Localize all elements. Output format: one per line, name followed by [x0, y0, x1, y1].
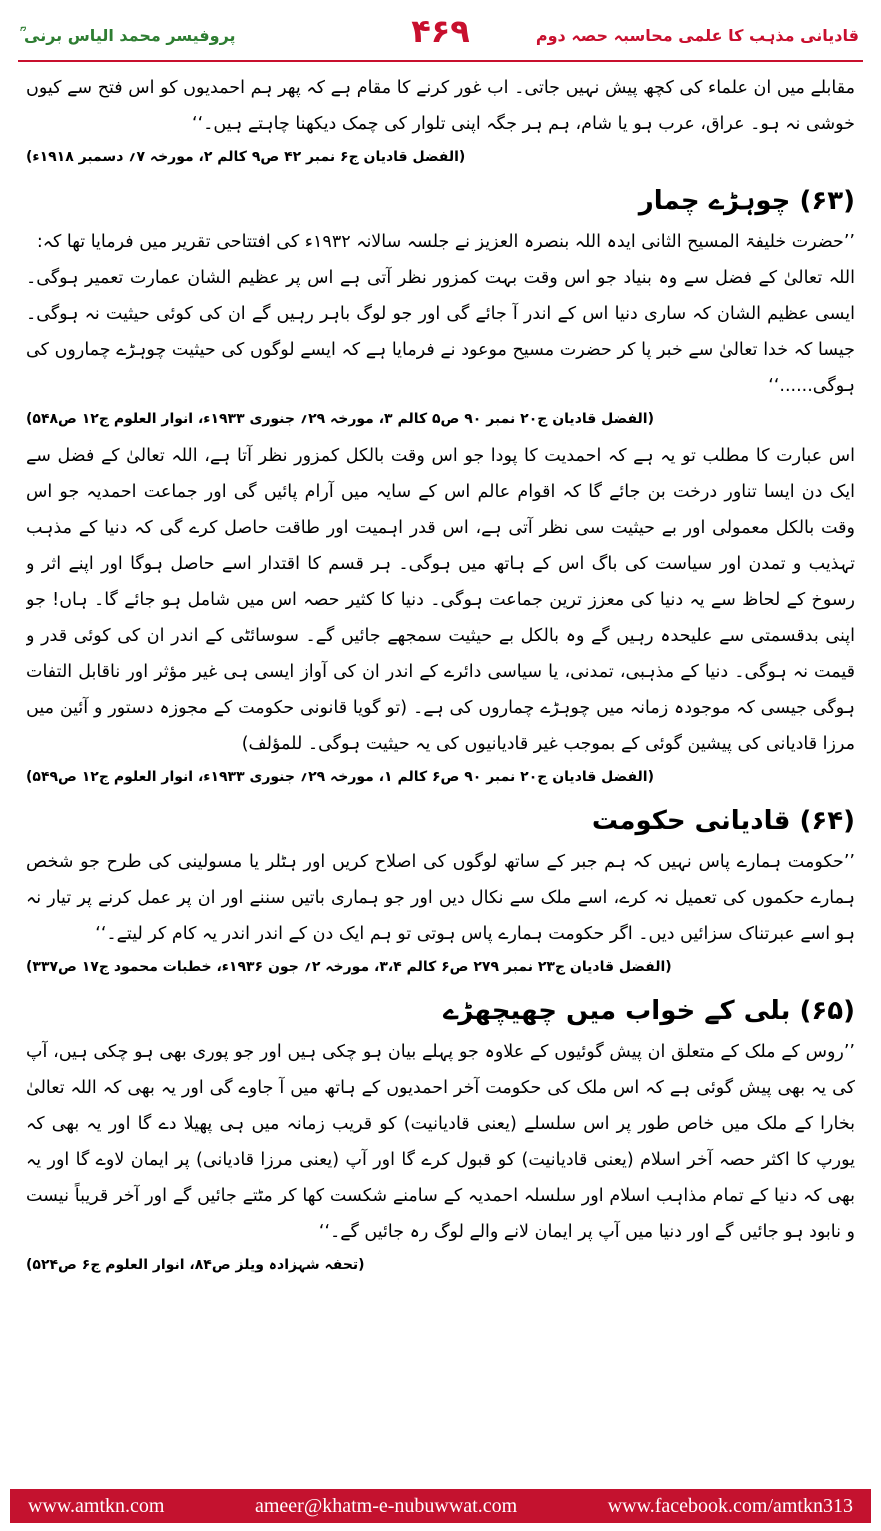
section-heading-65 — [26, 990, 855, 1032]
page-header — [18, 6, 863, 62]
facebook-link[interactable]: www.facebook.com/amtkn313 — [607, 1494, 853, 1517]
section-64-quote: ’’حکومت ہمارے پاس نہیں کہ ہم جبر کے ساتھ لوگوں کی اصلاح کریں اور ہٹلر یا مسولینی کی طرح جو شخص ہمارے حکموں کی تعمیل نہ کرے، اسے ملک سے نکال دیں اور جو ہماری باتیں سننے اور ان پر عمل کرنے پر تیار نہ ہو اسے عبرتناک سزائیں دیں۔ اگر حکومت ہمارے پاس ہوتی تو ہم ایک دن کے اندر اندر یہ کام کر لیتے۔‘‘ — [26, 852, 855, 944]
intro-reference: (الفضل قادیان ج۶ نمبر ۴۲ ص۹ کالم ۲، مورخہ ۷؍ دسمبر ۱۹۱۸ء) — [26, 149, 466, 165]
section-65-reference: (تحفہ شہزادہ ویلز ص۸۴، انوار العلوم ج۶ ص۵۲۴) — [26, 1257, 365, 1273]
section-63-intro: ’’حضرت خلیفۃ المسیح الثانی ایدہ اللہ بنصرہ العزیز نے جلسہ سالانہ ۱۹۳۲ء کی افتتاحی تقریر میں فرمایا تھا کہ: — [36, 232, 855, 252]
section-64-reference: (الفضل قادیان ج۲۳ نمبر ۲۷۹ ص۶ کالم ۳،۴، مورخہ ۲؍ جون ۱۹۳۶ء، خطبات محمود ج۱۷ ص۳۳۷) — [26, 959, 672, 975]
section-heading-63 — [26, 180, 855, 222]
page-number: ۴۶۹ — [411, 12, 470, 50]
website-link[interactable]: www.amtkn.com — [28, 1494, 165, 1517]
header-divider — [18, 60, 863, 62]
section-63-quote: اللہ تعالیٰ کے فضل سے وہ بنیاد جو اس وقت بہت کمزور نظر آتی ہے اس پر عظیم الشان عمارت تعمیر ہوگی۔ ایسی عظیم الشان کہ ساری دنیا اس کے اندر آ جائے گی اور جو لوگ باہر رہیں گے ان کی کوئی حیثیت نہ ہوگی۔ جیسا کہ خدا تعالیٰ سے خبر پا کر حضرت مسیح موعود نے فرمایا ہے کہ ایسے لوگوں کی حیثیت چوہڑے چماروں کی ہوگی......‘‘ — [26, 268, 855, 396]
section-65-quote: ’’روس کے ملک کے متعلق ان پیش گوئیوں کے علاوہ جو پہلے بیان ہو چکی ہیں اور جو پوری بھی ہو چکی ہیں، آپ کی یہ بھی پیش گوئی ہے کہ اس ملک کی حکومت آخر احمدیوں کے ہاتھ میں آ جاوے گی اور یہ بھی کہ اللہ تعالیٰ بخارا کے ملک میں خاص طور پر اس سلسلے (یعنی قادیانیت) کو قریب زمانہ میں ہی پھیلا دے گا اور یہ بھی کہ یورپ کا اکثر حصہ آخر اسلام (یعنی قادیانیت) کو قبول کرے گا اور آپ (یعنی مرزا قادیانی) پر ایمان لاوے گا اور یہ بھی کہ دنیا کے تمام مذاہب اسلام اور سلسلہ احمدیہ کے سامنے شکست کھا کر مٹتے جائیں گے اور آخر قریباً نیست و نابود ہو جائیں گے اور دنیا میں آپ پر ایمان لانے والے لوگ رہ جائیں گے۔‘‘ — [26, 1042, 855, 1242]
section-number: (۶۵) — [799, 996, 855, 1026]
section-heading-64 — [26, 800, 855, 842]
section-63-commentary: اس عبارت کا مطلب تو یہ ہے کہ احمدیت کا پودا جو اس وقت بالکل کمزور نظر آتا ہے، اللہ تعالیٰ کے فضل سے ایک دن ایسا تناور درخت بن جائے گا کہ اقوام عالم اس کے سایہ میں آرام پائیں گی اور جماعت احمدیہ جو اس وقت بالکل معمولی اور بے حیثیت سی نظر آتی ہے، اس قدر اہمیت اور طاقت حاصل کرے گی کہ دنیا کے مذہب تہذیب و تمدن اور سیاست کی باگ اس کے ہاتھ میں ہوگی۔ ہر قسم کا اقتدار اسے حاصل ہوگا اور اپنے اثر و رسوخ کے لحاظ سے یہ دنیا کی معزز ترین جماعت ہوگی۔ دنیا کا کثیر حصہ اس میں شامل ہو جائے گا۔ ہاں! جو اپنی بدقسمتی سے علیحدہ رہیں گے وہ بالکل بے حیثیت سمجھے جائیں گے۔ سوسائٹی کے اندر ان کی کوئی قدر و قیمت نہ ہوگی۔ دنیا کے مذہبی، تمدنی، یا سیاسی دائرے کے اندر ان کی آواز ایسی ہی غیر مؤثر اور ناقابل التفات ہوگی جیسی کہ موجودہ زمانہ میں چوہڑے چماروں کی ہے۔ (تو گویا قانونی حکومت کے مجوزہ دستور و آئین میں مرزا قادیانی کی پیشین گوئی کے بموجب غیر قادیانیوں کی یہ حیثیت ہوگی۔ للمؤلف) — [26, 446, 855, 754]
intro-paragraph: مقابلے میں ان علماء کی کچھ پیش نہیں جاتی۔ اب غور کرنے کا مقام ہے کہ پھر ہم احمدیوں کو اس فتح سے کیوں خوشی نہ ہو۔ عراق، عرب ہو یا شام، ہم ہر جگہ اپنی تلوار کی چمک دیکھنا چاہتے ہیں۔‘‘ — [26, 78, 855, 134]
section-title: چوہڑے چمار — [638, 186, 791, 216]
book-title: قادیانی مذہب کا علمی محاسبہ حصہ دوم — [535, 26, 859, 45]
page-body — [26, 70, 855, 1471]
author-name: پروفیسر محمد الیاس برنی ؒ — [20, 26, 236, 45]
section-title: بلی کے خواب میں چھیچھڑے — [443, 996, 791, 1026]
section-title: قادیانی حکومت — [591, 806, 791, 836]
section-63-reference-1: (الفضل قادیان ج۲۰ نمبر ۹۰ ص۵ کالم ۳، مورخہ ۲۹؍ جنوری ۱۹۳۳ء، انوار العلوم ج۱۲ ص۵۴۸) — [26, 411, 654, 427]
section-number: (۶۴) — [799, 806, 855, 836]
email-link[interactable]: ameer@khatm-e-nubuwwat.com — [254, 1494, 518, 1517]
page-footer — [10, 1489, 871, 1523]
section-63-reference-2: (الفضل قادیان ج۲۰ نمبر ۹۰ ص۶ کالم ۱، مورخہ ۲۹؍ جنوری ۱۹۳۳ء، انوار العلوم ج۱۲ ص۵۴۹) — [26, 769, 654, 785]
section-number: (۶۳) — [799, 186, 855, 216]
